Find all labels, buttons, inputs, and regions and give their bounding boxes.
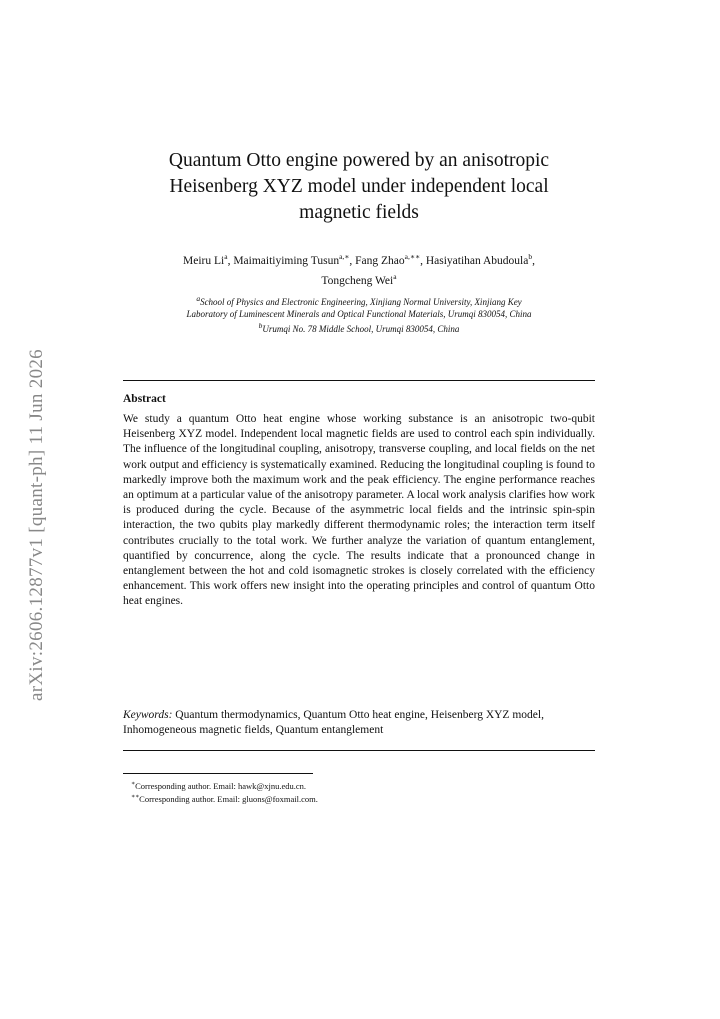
author-name: Hasiyatihan Abudoula <box>425 254 529 267</box>
footnote-text: Corresponding author. Email: gluons@foxmail.com. <box>139 794 318 805</box>
affiliations <box>123 293 595 335</box>
author-name: Maimaitiyiming Tusun <box>233 254 340 267</box>
footnote-item <box>131 792 591 805</box>
abstract-bottom-rule <box>123 750 595 751</box>
author-affil-mark: b <box>528 252 533 261</box>
affiliation-a-line1: School of Physics and Electronic Engineering, Xinjiang Normal University, Xinjiang Key <box>200 297 522 307</box>
author-affil-mark: a <box>393 271 397 281</box>
author-affil-mark: a,∗ <box>339 252 350 261</box>
footnote-mark: ∗ <box>131 781 136 787</box>
footnote-rule <box>123 773 313 774</box>
paper-title <box>123 148 595 226</box>
title-line: Quantum Otto engine powered by an anisotropic <box>168 150 550 171</box>
author-name: Meiru Li <box>183 254 225 267</box>
author-affil-mark: a,∗∗ <box>404 252 421 261</box>
footnotes <box>131 779 591 806</box>
title-line: magnetic fields <box>299 202 419 223</box>
abstract-heading: Abstract <box>123 393 166 405</box>
keywords-text: Quantum thermodynamics, Quantum Otto heat engine, Heisenberg XYZ model, Inhomogeneous magnetic fields, Quantum entanglement <box>123 709 544 737</box>
author-name: Fang Zhao <box>355 254 405 267</box>
affil-mark: a <box>196 294 201 303</box>
author-name: Tongcheng Wei <box>321 274 394 287</box>
title-line: Heisenberg XYZ model under independent local <box>169 176 549 197</box>
affiliation-b: Urumqi No. 78 Middle School, Urumqi 830054, China <box>262 324 460 334</box>
footnote-text: Corresponding author. Email: hawk@xjnu.edu.cn. <box>135 780 307 791</box>
arxiv-watermark <box>22 300 52 750</box>
affiliation-a-line2: Laboratory of Luminescent Minerals and Optical Functional Materials, Urumqi 830054, China <box>186 309 532 319</box>
affil-mark: b <box>258 321 263 330</box>
author-affil-mark: a <box>224 252 228 261</box>
arxiv-identifier: arXiv:2606.12877v1 [quant-ph] 11 Jun 2026 <box>26 349 47 701</box>
abstract-top-rule <box>123 380 595 381</box>
keywords-label: Keywords: <box>123 709 173 721</box>
author-list: Meiru Li$^a$, Maimaitiyiming Tusun$^{a,∗}$, Fang Zhao$^{a,∗∗}$, Hasiyatihan Abudoula$^b$, Tongcheng Wei$^a$ <box>183 252 535 287</box>
keywords <box>123 708 595 738</box>
abstract-text: We study a quantum Otto heat engine whose working substance is an anisotropic two-qubit Heisenberg XYZ model. Independent local magnetic fields are used to control each spin individually. The influence of the longitudinal coupling, anisotropy, transverse coupling, and local fields on the net work output and efficiency is systematically examined. Reducing the longitudinal coupling is found to markedly improve both the maximum work and the peak efficiency. The engine performance reaches an optimum at a particular value of the anisotropy parameter. A local work analysis clarifies how work is produced during the cycle. Because of the asymmetric local fields and the intrinsic spin-spin interaction, the two qubits play markedly different thermodynamic roles; the interaction term itself contributes crucially to the total work. We further analyze the variation of quantum entanglement, quantified by concurrence, along the cycle. The results indicate that a pronounced change in entanglement between the hot and cold isomagnetic strokes is closely correlated with the efficiency enhancement. This work offers new insight into the operating principles and control of quantum Otto heat engines. <box>123 413 595 608</box>
footnote-item <box>131 779 591 792</box>
footnote-mark: ∗∗ <box>131 794 140 801</box>
